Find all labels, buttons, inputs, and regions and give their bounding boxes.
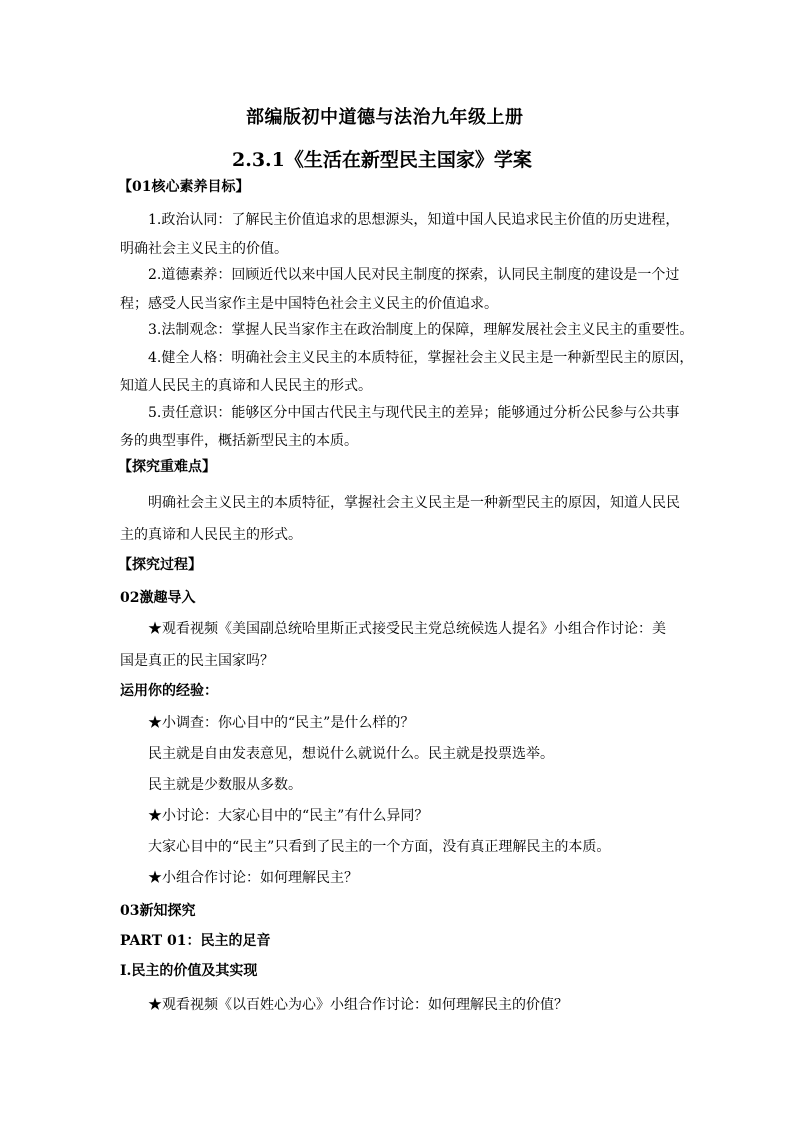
experience-heading: 运用你的经验： xyxy=(120,683,218,699)
sub-heading: Ⅰ.民主的价值及其实现 xyxy=(120,963,258,979)
experience-line: 大家心目中的“民主”只看到了民主的一个方面，没有真正理解民主的本质。 xyxy=(148,839,611,855)
intro-line: 国是真正的民主国家吗？ xyxy=(120,653,274,669)
goal-line: 3.法制观念：掌握人民当家作主在政治制度上的保障，理解发展社会主义民主的重要性。 xyxy=(148,322,694,338)
part-heading: PART 01：民主的足音 xyxy=(120,933,271,949)
section-heading-process: 【探究过程】 xyxy=(118,557,202,573)
experience-line: 民主就是自由发表意见，想说什么就说什么。民主就是投票选举。 xyxy=(148,746,554,762)
experience-line: ★小讨论：大家心目中的“民主”有什么异同？ xyxy=(148,808,429,824)
goal-line: 程；感受人民当家作主是中国特色社会主义民主的价值追求。 xyxy=(120,296,498,312)
goal-line: 5.责任意识：能够区分中国古代民主与现代民主的差异；能够通过分析公民参与公共事 xyxy=(148,405,680,421)
section-heading-core-goals: 【01核心素养目标】 xyxy=(118,179,250,195)
goal-line: 2.道德素养：回顾近代以来中国人民对民主制度的探索，认同民主制度的建设是一个过 xyxy=(148,267,680,283)
experience-line: 民主就是少数服从多数。 xyxy=(148,777,302,793)
goal-line: 知道人民民主的真谛和人民民主的形式。 xyxy=(120,378,372,394)
goal-line: 务的典型事件，概括新型民主的本质。 xyxy=(120,433,358,449)
key-point-line: 明确社会主义民主的本质特征，掌握社会主义民主是一种新型民主的原因，知道人民民 xyxy=(148,495,680,511)
intro-line: ★观看视频《美国副总统哈里斯正式接受民主党总统候选人提名》小组合作讨论：美 xyxy=(148,621,666,637)
document-title: 部编版初中道德与法治九年级上册 xyxy=(246,107,524,128)
experience-line: ★小调查：你心目中的“民主”是什么样的？ xyxy=(148,715,415,731)
intro-heading: 02激趣导入 xyxy=(120,590,196,606)
goal-line: 1.政治认同：了解民主价值追求的思想源头，知道中国人民追求民主价值的历史进程， xyxy=(148,212,680,228)
final-line: ★观看视频《以百姓心为心》小组合作讨论：如何理解民主的价值？ xyxy=(148,997,568,1013)
section-heading-key-points: 【探究重难点】 xyxy=(118,459,216,475)
experience-line: ★小组合作讨论：如何理解民主？ xyxy=(148,870,358,886)
document-subtitle: 2.3.1《生活在新型民主国家》学案 xyxy=(232,149,532,171)
goal-line: 明确社会主义民主的价值。 xyxy=(120,241,288,257)
key-point-line: 主的真谛和人民民主的形式。 xyxy=(120,527,302,543)
goal-line: 4.健全人格：明确社会主义民主的本质特征，掌握社会主义民主是一种新型民主的原因， xyxy=(148,350,694,366)
new-knowledge-heading: 03新知探究 xyxy=(120,903,196,919)
